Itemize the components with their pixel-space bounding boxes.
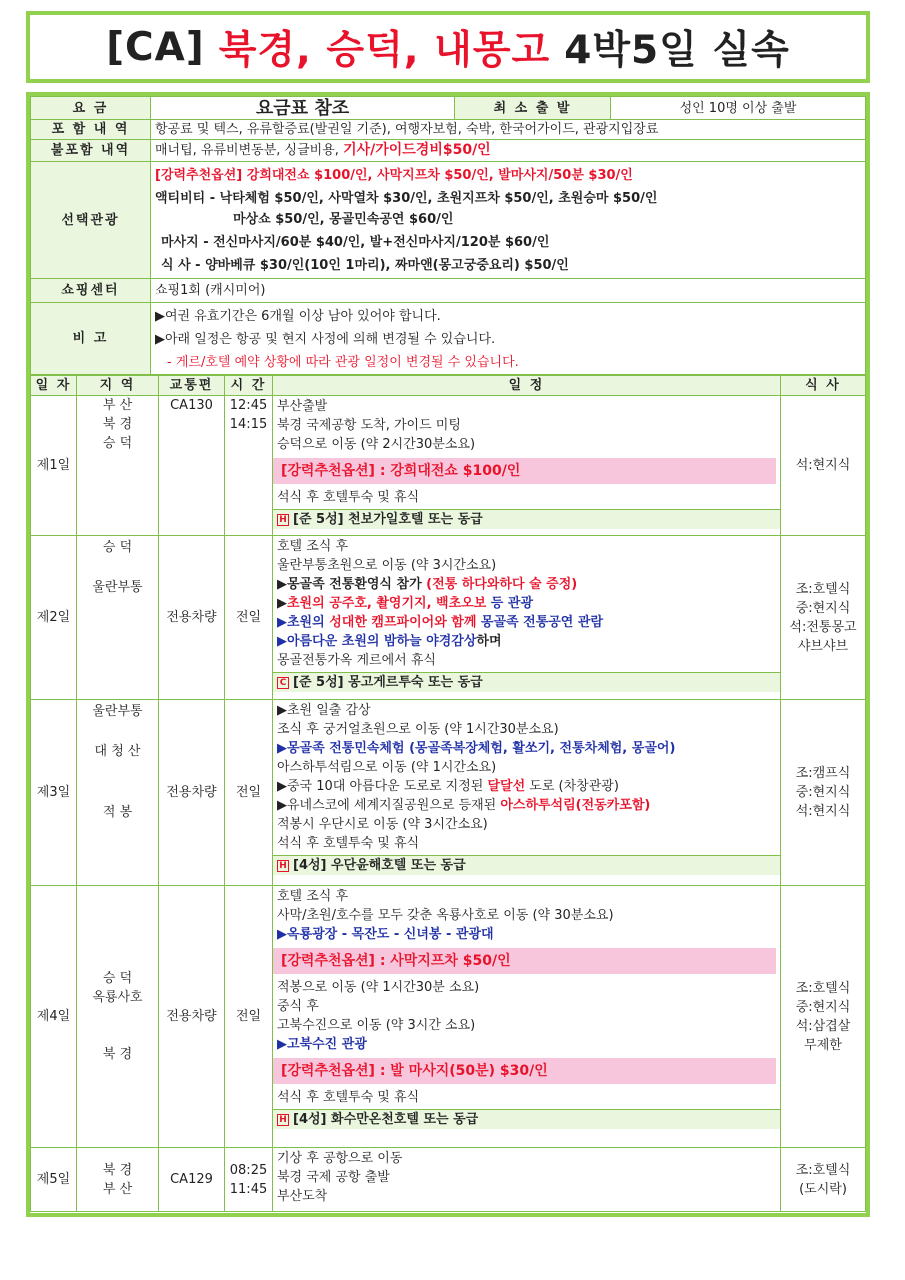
itin-line: 석식 후 호텔투숙 및 휴식 [277,836,420,851]
itin-line: 조식 후 궁거얼초원으로 이동 (약 1시간30분소요) [277,722,559,737]
itin-line: 몽골전통가옥 게르에서 휴식 [277,653,436,668]
col-time: 시 간 [225,376,273,396]
meal: 석:전통몽고 [789,619,857,635]
option-banner: [강력추천옵션] : 강희대전쇼 $100/인 [273,458,776,484]
times [225,1148,273,1212]
itin-highlight [277,594,776,613]
day-row [31,396,866,536]
hotel-line [273,509,780,529]
itin-line: 석식 후 호텔투숙 및 휴식 [277,490,420,505]
meal: 무제한 [804,1037,842,1053]
place: 부 산 [102,398,133,413]
place-spacer [81,761,154,803]
meal: (도시락) [799,1181,847,1197]
transport: CA129 [159,1148,225,1212]
excl-highlight: 기사/가이드경비$50/인 [343,142,491,158]
hotel-line [273,672,780,692]
itin-line: 중식 후 [277,999,319,1014]
itin-line: 호텔 조식 후 [277,539,349,554]
place: 울란부통 [92,704,143,719]
excl-label: 불포함 내역 [31,140,151,162]
itin-highlight [277,632,776,651]
day-places [77,536,159,700]
itin-line: 적봉으로 이동 (약 1시간30분 소요) [277,980,480,995]
title-destinations: 북경, 승덕, 내몽고 [218,28,551,73]
opt-cell [151,162,866,279]
transport: CA130 [159,396,225,536]
itin-line: 승덕으로 이동 (약 2시간30분소요) [277,437,476,452]
time: 11:45 [229,1181,268,1197]
hotel-line [273,1109,780,1129]
tour-frame [26,92,870,1217]
itin-line: 아스하투석림으로 이동 (약 1시간소요) [277,760,497,775]
meal: 중:현지식 [795,999,851,1015]
place: 승 덕 [102,971,133,986]
itin-line: 고북수진으로 이동 (약 3시간 소요) [277,1018,476,1033]
text: ▶몽골족 전통환영식 참가 [277,577,422,592]
meal: 석:삼겹살 [795,1018,851,1034]
hotel-name: [4성] 화수만온천호텔 또는 동급 [293,1112,479,1127]
day-row [31,536,866,700]
shop-label: 쇼핑센터 [31,279,151,303]
excl-cell [151,140,866,162]
opt-label: 선택관광 [31,162,151,279]
meal: 조:캠프식 [795,766,851,781]
hotel-line [273,855,780,875]
title-duration: 4박5일 실속 [564,28,790,73]
place-spacer [81,1007,154,1045]
text: 도로 (차창관광) [525,779,619,794]
transport: 전용차량 [159,886,225,1148]
place: 북 경 [102,1162,133,1178]
opt-line-5: 식 사 - 양바베큐 $30/인(10인 1마리), 짜마앤(몽고궁중요리) $50/인 [161,257,569,273]
note-line-1: ▶여권 유효기간은 6개월 이상 남아 있어야 합니다. [155,309,441,324]
place: 울란부통 [92,580,143,595]
min-value: 성인 10명 이상 출발 [611,97,866,120]
itin-highlight [277,613,776,632]
place-spacer [81,557,154,578]
text: ▶중국 10대 아름다운 도로로 지정된 [277,779,488,794]
text: 달달선 [487,779,526,794]
meal: 샤브샤브 [797,638,849,654]
itin-line: 부산출발 [277,399,328,414]
hotel-icon: H [277,514,289,526]
time: 12:45 [229,398,268,413]
itin-line: 북경 국제공항 도착, 가이드 미팅 [277,418,461,433]
col-place: 지 역 [77,376,159,396]
meals [781,886,866,1148]
day-row [31,700,866,886]
note-cell [151,303,866,375]
day-places [77,1148,159,1212]
day-places [77,886,159,1148]
opt-line-1: [강력추천옵션] 강희대전쇼 $100/인, 사막지프차 $50/인, 발마사지/50분 $30/인 [155,167,633,183]
itin-line: 기상 후 공항으로 이동 [277,1151,403,1166]
itin-line: 부산도착 [277,1189,328,1204]
page-title [26,11,870,83]
incl-label: 포 함 내 역 [31,120,151,140]
note-line-3: - 게르/호텔 예약 상황에 따라 관광 일정이 변경될 수 있습니다. [167,355,519,370]
meal: 중:현지식 [795,785,851,800]
hotel-icon: H [277,860,289,872]
day-places [77,700,159,886]
itinerary [273,536,781,700]
time: 전일 [225,700,273,886]
place: 승 덕 [102,540,133,555]
option-banner: [강력추천옵션] : 사막지프차 $50/인 [273,948,776,974]
note-line-2: ▶아래 일정은 항공 및 현지 사정에 의해 변경될 수 있습니다. [155,332,496,347]
day-label: 제3일 [31,700,77,886]
itin-line: 적봉시 우단시로 이동 (약 3시간소요) [277,817,488,832]
place-spacer [81,721,154,742]
itin-line: 호텔 조식 후 [277,889,349,904]
hotel-name: [준 5성] 몽고게르투숙 또는 동급 [293,675,483,690]
text: 초원의 공주호, 촬영기지, 백초오보 [287,596,487,611]
min-label: 최 소 출 발 [455,97,611,120]
meal: 조:호텔식 [795,581,851,597]
note-label: 비 고 [31,303,151,375]
text: 성대한 캠프파이어와 함께 [329,615,477,630]
col-itinerary: 일 정 [273,376,781,396]
schedule-table [30,375,866,1212]
meal: 석:현지식 [795,804,851,819]
itin-highlight: ▶고북수진 관광 [277,1037,367,1052]
day-label: 제4일 [31,886,77,1148]
meals [781,536,866,700]
col-day: 일 자 [31,376,77,396]
itin-highlight: ▶옥룡광장 - 목잔도 - 신녀봉 - 관광대 [277,927,494,942]
meals [781,1148,866,1212]
title-code: [CA] [106,24,205,70]
times [225,396,273,536]
itin-line: 사막/초원/호수를 모두 갖춘 옥룡사호로 이동 (약 30분소요) [277,908,614,923]
itinerary [273,396,781,536]
itinerary [273,886,781,1148]
place: 승 덕 [102,436,133,451]
day-row [31,886,866,1148]
day-label: 제1일 [31,396,77,536]
hotel-name: [준 5성] 천보가일호텔 또는 동급 [293,512,483,527]
time: 전일 [225,536,273,700]
day-label: 제2일 [31,536,77,700]
time: 전일 [225,886,273,1148]
itin-line: 석식 후 호텔투숙 및 휴식 [277,1090,420,1105]
meal: 중:현지식 [795,600,851,616]
opt-line-3: 마상쇼 $50/인, 몽골민속공연 $60/인 [233,211,454,227]
itin-line: ▶초원 일출 감상 [277,703,371,718]
excl-value: 매너팁, 유류비변동분, 싱글비용, [155,143,339,158]
meals [781,700,866,886]
day-places [77,396,159,536]
text: 하며 [476,634,502,649]
shop-value: 쇼핑1회 (캐시미어) [151,279,866,303]
fee-label: 요 금 [31,97,151,120]
itin-line: 울란부통초원으로 이동 (약 3시간소요) [277,558,497,573]
text: 아름다운 초원의 밤하늘 야경감상 [287,634,477,649]
fee-value: 요금표 참조 [151,97,455,120]
opt-line-2: 액티비티 - 낙타체험 $50/인, 사막열차 $30/인, 초원지프차 $50/인, 초원승마 $50/인 [155,190,658,206]
hotel-name: [4성] 우단윤해호텔 또는 동급 [293,858,466,873]
place: 부 산 [102,1181,133,1197]
place: 옥룡사호 [92,990,143,1005]
option-banner: [강력추천옵션] : 발 마사지(50분) $30/인 [273,1058,776,1084]
text: ▶ [277,634,287,649]
place: 북 경 [102,1047,133,1062]
time: 08:25 [229,1162,268,1178]
text: 등 관광 [486,596,534,611]
itin-highlight [277,777,776,796]
place: 대 청 산 [94,744,141,759]
transport: 전용차량 [159,536,225,700]
place: 북 경 [102,417,133,432]
meal: 조:호텔식 [795,980,851,996]
day-row [31,1148,866,1212]
col-transport: 교통편 [159,376,225,396]
itin-line: 북경 국제 공항 출발 [277,1170,390,1185]
time: 14:15 [229,417,268,432]
day-label: 제5일 [31,1148,77,1212]
meals [781,396,866,536]
text: ▶ [277,596,287,611]
meal: 석:현지식 [795,458,851,473]
incl-value: 항공료 및 텍스, 유류할증료(발권일 기준), 여행자보험, 숙박, 한국어가이드, 관광지입장료 [151,120,866,140]
transport: 전용차량 [159,700,225,886]
camp-icon: C [277,677,289,689]
info-table [30,96,866,375]
hotel-icon: H [277,1114,289,1126]
text: ▶초원의 [277,615,330,630]
text: (전통 하다와하다 술 증정) [421,577,578,592]
col-meal: 식 사 [781,376,866,396]
itinerary [273,1148,781,1212]
meal: 조:호텔식 [795,1162,851,1178]
place: 적 봉 [102,805,133,820]
text: ▶유네스코에 세계지질공원으로 등재된 [277,798,501,813]
itin-highlight [277,575,776,594]
text: 아스하투석림(전동카포함) [500,798,651,813]
itin-highlight [277,796,776,815]
text: 몽골족 전통공연 관람 [476,615,604,630]
itin-highlight: ▶몽골족 전통민속체험 (몽골족복장체험, 활쏘기, 전통차체험, 몽골어) [277,741,676,756]
itinerary [273,700,781,886]
opt-line-4: 마사지 - 전신마사지/60분 $40/인, 발+전신마사지/120분 $60/인 [161,234,550,250]
